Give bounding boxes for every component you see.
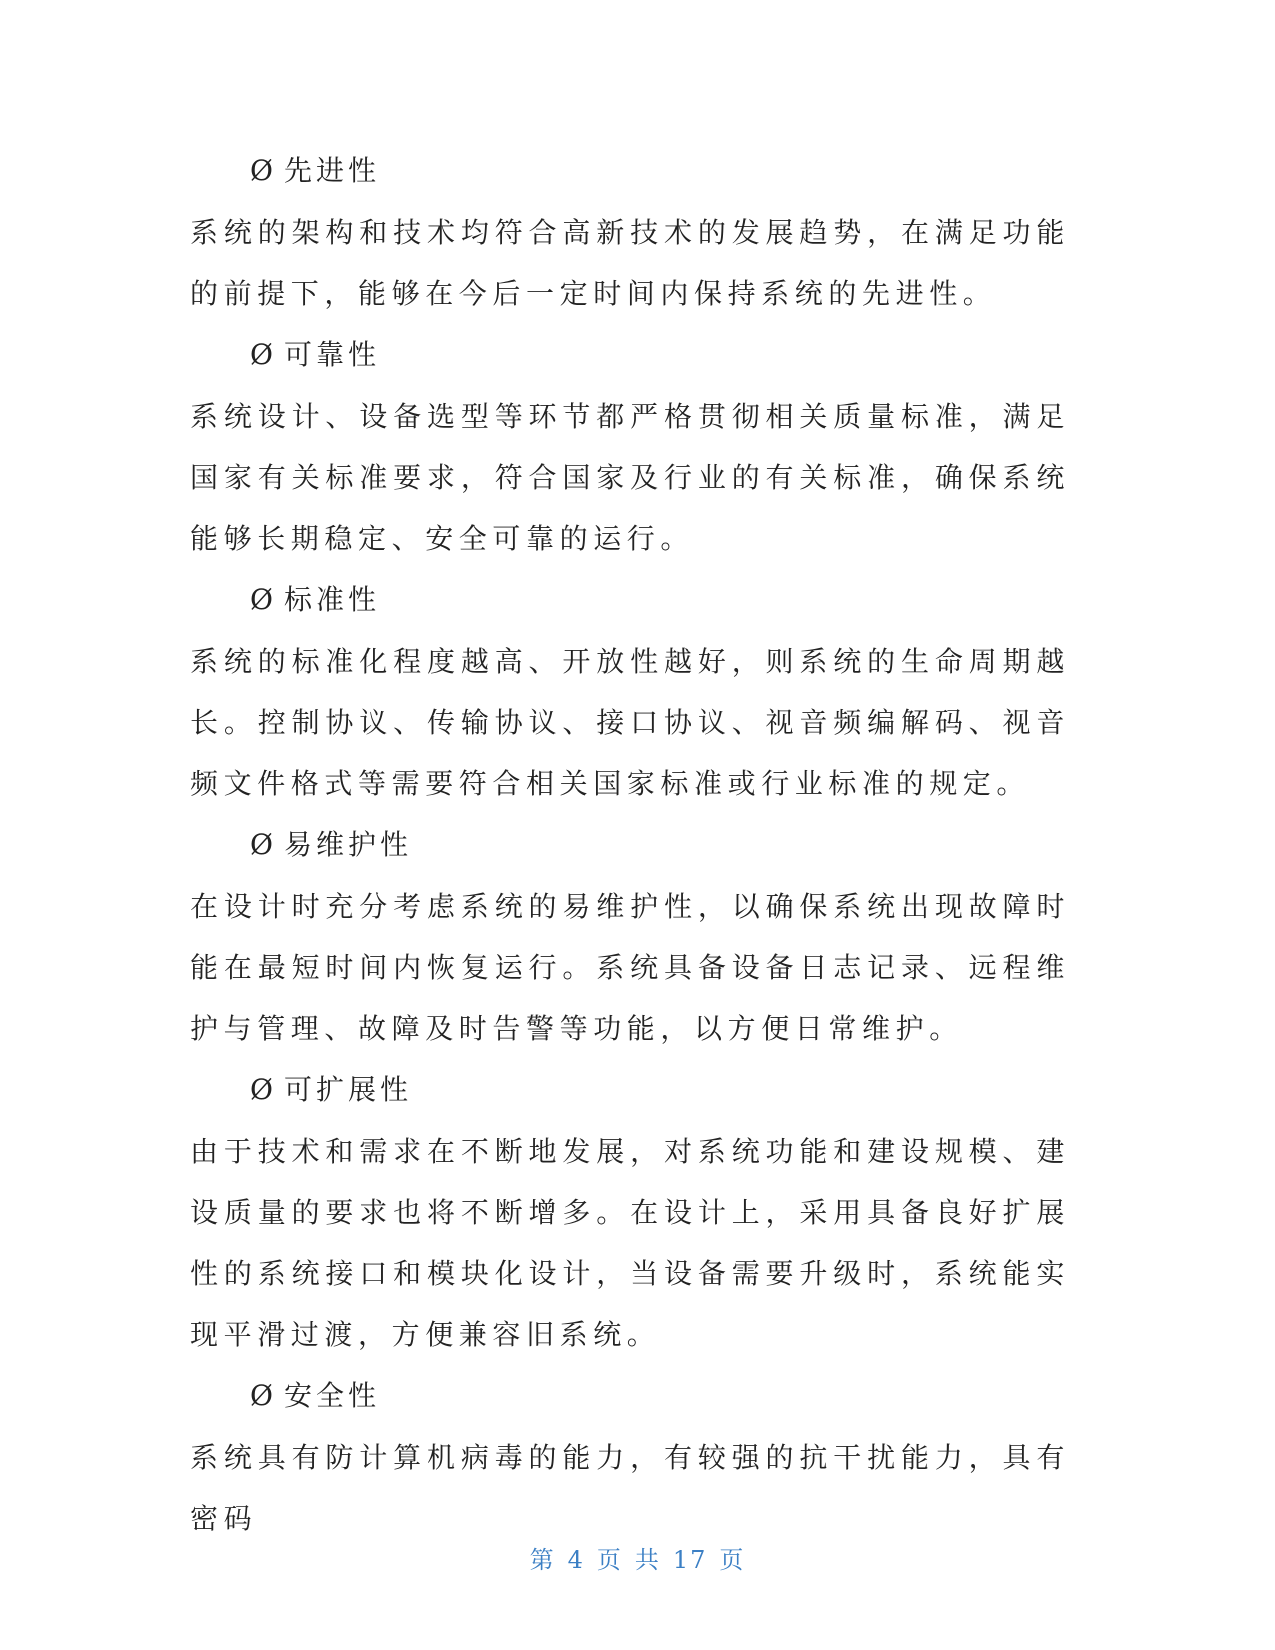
section-paragraph: 系统的标准化程度越高、开放性越好，则系统的生命周期越长。控制协议、传输协议、接口协议、视音频编解码、视音频文件格式等需要符合相关国家标准或行业标准的规定。	[190, 645, 1070, 800]
document-body	[190, 140, 1070, 1549]
bullet-icon: Ø	[250, 338, 273, 371]
section-heading	[190, 1059, 1070, 1121]
bullet-icon: Ø	[250, 828, 273, 861]
section-paragraph: 系统具有防计算机病毒的能力，有较强的抗干扰能力，具有密码	[190, 1441, 1070, 1535]
bullet-icon: Ø	[250, 583, 273, 616]
heading-title: 安全性	[284, 1379, 381, 1412]
heading-title: 可靠性	[284, 338, 381, 371]
footer-label-unit-2: 页	[719, 1546, 746, 1574]
heading-title: 易维护性	[284, 828, 413, 861]
section-heading	[190, 324, 1070, 386]
section-heading	[190, 1365, 1070, 1427]
section-paragraph: 由于技术和需求在不断地发展，对系统功能和建设规模、建设质量的要求也将不断增多。在设计上，采用具备良好扩展性的系统接口和模块化设计，当设备需要升级时，系统能实现平滑过渡，方便兼容旧系统。	[190, 1135, 1070, 1351]
footer-label-page: 第	[529, 1546, 556, 1574]
bullet-icon: Ø	[250, 154, 273, 187]
section-heading	[190, 814, 1070, 876]
bullet-icon: Ø	[250, 1379, 273, 1412]
section-heading	[190, 569, 1070, 631]
footer-label-total: 共	[634, 1546, 661, 1574]
heading-title: 标准性	[284, 583, 381, 616]
section-paragraph: 在设计时充分考虑系统的易维护性，以确保系统出现故障时能在最短时间内恢复运行。系统具备设备日志记录、远程维护与管理、故障及时告警等功能，以方便日常维护。	[190, 890, 1070, 1045]
section-paragraph: 系统设计、设备选型等环节都严格贯彻相关质量标准，满足国家有关标准要求，符合国家及行业的有关标准，确保系统能够长期稳定、安全可靠的运行。	[190, 400, 1070, 555]
footer-total-pages: 17	[672, 1546, 708, 1574]
heading-title: 先进性	[284, 154, 381, 187]
heading-title: 可扩展性	[284, 1073, 413, 1106]
section-heading	[190, 140, 1070, 202]
page-footer	[0, 1540, 1275, 1575]
footer-label-unit: 页	[596, 1546, 623, 1574]
bullet-icon: Ø	[250, 1073, 273, 1106]
section-paragraph: 系统的架构和技术均符合高新技术的发展趋势，在满足功能的前提下，能够在今后一定时间内保持系统的先进性。	[190, 216, 1070, 310]
footer-current-page: 4	[567, 1546, 585, 1574]
